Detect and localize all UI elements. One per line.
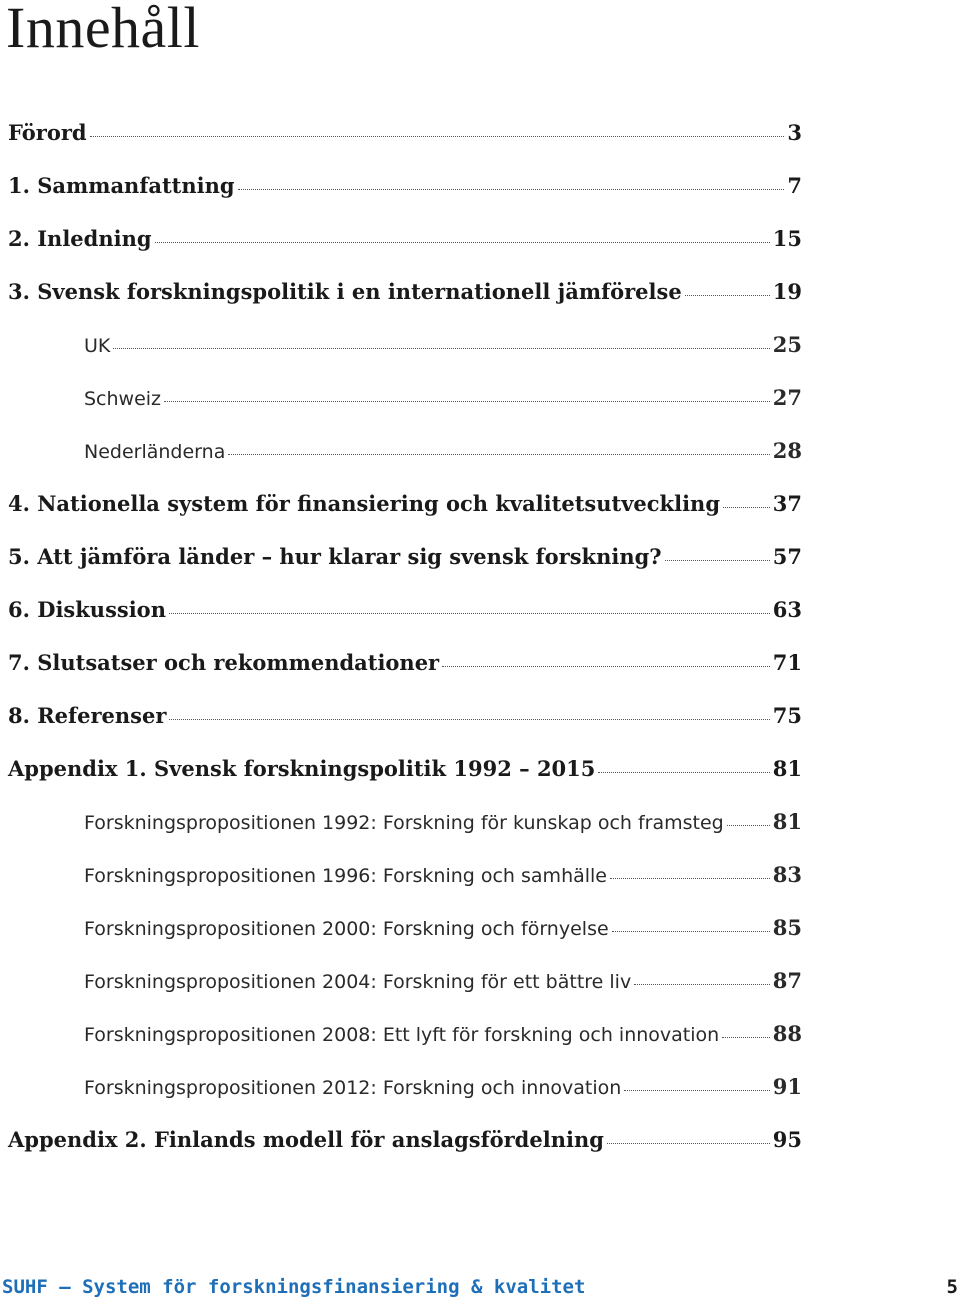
toc-entry-label: UK bbox=[84, 335, 111, 357]
toc-dot-leader bbox=[228, 453, 769, 455]
toc-entry[interactable] bbox=[8, 901, 802, 954]
toc-entry-page: 71 bbox=[772, 650, 802, 675]
toc-dot-leader bbox=[624, 1089, 769, 1091]
footer-brand: SUHF – System för forskningsfinansiering & kvalitet bbox=[2, 1276, 586, 1298]
toc-dot-leader bbox=[169, 718, 769, 720]
toc-dot-leader bbox=[90, 135, 785, 137]
toc-entry-label: 4. Nationella system för finansiering och kvalitetsutveckling bbox=[8, 491, 721, 516]
toc-entry[interactable] bbox=[8, 265, 802, 318]
toc-dot-leader bbox=[607, 1142, 770, 1144]
toc-entry-label: Nederländerna bbox=[84, 441, 226, 463]
toc-entry-page: 37 bbox=[772, 491, 802, 516]
toc-dot-leader bbox=[685, 294, 770, 296]
toc-entry[interactable] bbox=[8, 371, 802, 424]
toc-dot-leader bbox=[665, 559, 770, 561]
toc-dot-leader bbox=[612, 930, 770, 932]
toc-entry-page: 27 bbox=[772, 385, 802, 410]
toc-entry[interactable] bbox=[8, 636, 802, 689]
toc-dot-leader bbox=[598, 771, 769, 773]
toc-entry[interactable] bbox=[8, 212, 802, 265]
footer-page-number: 5 bbox=[946, 1276, 958, 1298]
page-footer bbox=[0, 1276, 960, 1306]
toc-entry[interactable] bbox=[8, 530, 802, 583]
toc-entry-page: 88 bbox=[772, 1021, 802, 1046]
toc-entry-label: 3. Svensk forskningspolitik i en internationell jämförelse bbox=[8, 279, 682, 304]
toc-entry[interactable] bbox=[8, 795, 802, 848]
toc-entry-label: 8. Referenser bbox=[8, 703, 167, 728]
toc-entry[interactable] bbox=[8, 106, 802, 159]
toc-entry-label: Förord bbox=[8, 120, 87, 145]
toc-entry-label: Forskningspropositionen 2012: Forskning och innovation bbox=[84, 1077, 622, 1099]
toc-entry-label: 2. Inledning bbox=[8, 226, 152, 251]
toc-dot-leader bbox=[727, 824, 770, 826]
toc-entry-page: 95 bbox=[772, 1127, 802, 1152]
toc-entry-label: Forskningspropositionen 2000: Forskning och förnyelse bbox=[84, 918, 609, 940]
toc-entry-label: Appendix 1. Svensk forskningspolitik 1992 – 2015 bbox=[8, 756, 596, 781]
toc-dot-leader bbox=[610, 877, 770, 879]
toc-entry-page: 7 bbox=[787, 173, 802, 198]
toc-entry[interactable] bbox=[8, 1113, 802, 1166]
toc-entry-label: 7. Slutsatser och rekommendationer bbox=[8, 650, 440, 675]
toc-entry-page: 81 bbox=[772, 756, 802, 781]
toc-entry[interactable] bbox=[8, 742, 802, 795]
toc-entry[interactable] bbox=[8, 848, 802, 901]
toc-entry[interactable] bbox=[8, 1060, 802, 1113]
toc-dot-leader bbox=[634, 983, 770, 985]
toc-dot-leader bbox=[723, 506, 770, 508]
toc-entry-page: 87 bbox=[772, 968, 802, 993]
toc-entry[interactable] bbox=[8, 689, 802, 742]
toc-entry[interactable] bbox=[8, 954, 802, 1007]
toc-entry[interactable] bbox=[8, 424, 802, 477]
toc-entry-label: Forskningspropositionen 2004: Forskning för ett bättre liv bbox=[84, 971, 632, 993]
toc-entry-page: 19 bbox=[772, 279, 802, 304]
toc-entry-label: Forskningspropositionen 2008: Ett lyft för forskning och innovation bbox=[84, 1024, 720, 1046]
toc-entry-label: Schweiz bbox=[84, 388, 162, 410]
toc-entry-page: 81 bbox=[772, 809, 802, 834]
toc-dot-leader bbox=[238, 188, 785, 190]
toc-entry-page: 25 bbox=[772, 332, 802, 357]
page-title: Innehåll bbox=[6, 0, 201, 60]
toc-entry[interactable] bbox=[8, 583, 802, 636]
toc-entry-page: 15 bbox=[772, 226, 802, 251]
toc-entry-page: 63 bbox=[772, 597, 802, 622]
toc-entry-label: Forskningspropositionen 1992: Forskning för kunskap och framsteg bbox=[84, 812, 724, 834]
toc-entry-page: 57 bbox=[772, 544, 802, 569]
toc-entry[interactable] bbox=[8, 318, 802, 371]
toc-entry-label: 5. Att jämföra länder – hur klarar sig svensk forskning? bbox=[8, 544, 662, 569]
toc-entry-label: 6. Diskussion bbox=[8, 597, 166, 622]
toc-entry-label: Appendix 2. Finlands modell för anslagsfördelning bbox=[8, 1127, 604, 1152]
toc-entry-page: 28 bbox=[772, 438, 802, 463]
table-of-contents bbox=[8, 106, 802, 1166]
toc-dot-leader bbox=[169, 612, 770, 614]
toc-dot-leader bbox=[722, 1036, 770, 1038]
toc-entry-page: 75 bbox=[772, 703, 802, 728]
toc-dot-leader bbox=[442, 665, 770, 667]
toc-entry-label: 1. Sammanfattning bbox=[8, 173, 235, 198]
toc-dot-leader bbox=[113, 347, 769, 349]
toc-entry[interactable] bbox=[8, 1007, 802, 1060]
toc-entry[interactable] bbox=[8, 477, 802, 530]
toc-entry-page: 83 bbox=[772, 862, 802, 887]
toc-entry-page: 3 bbox=[787, 120, 802, 145]
toc-entry-page: 91 bbox=[772, 1074, 802, 1099]
toc-entry-label: Forskningspropositionen 1996: Forskning och samhälle bbox=[84, 865, 608, 887]
toc-dot-leader bbox=[164, 400, 770, 402]
toc-entry[interactable] bbox=[8, 159, 802, 212]
toc-dot-leader bbox=[155, 241, 770, 243]
toc-entry-page: 85 bbox=[772, 915, 802, 940]
